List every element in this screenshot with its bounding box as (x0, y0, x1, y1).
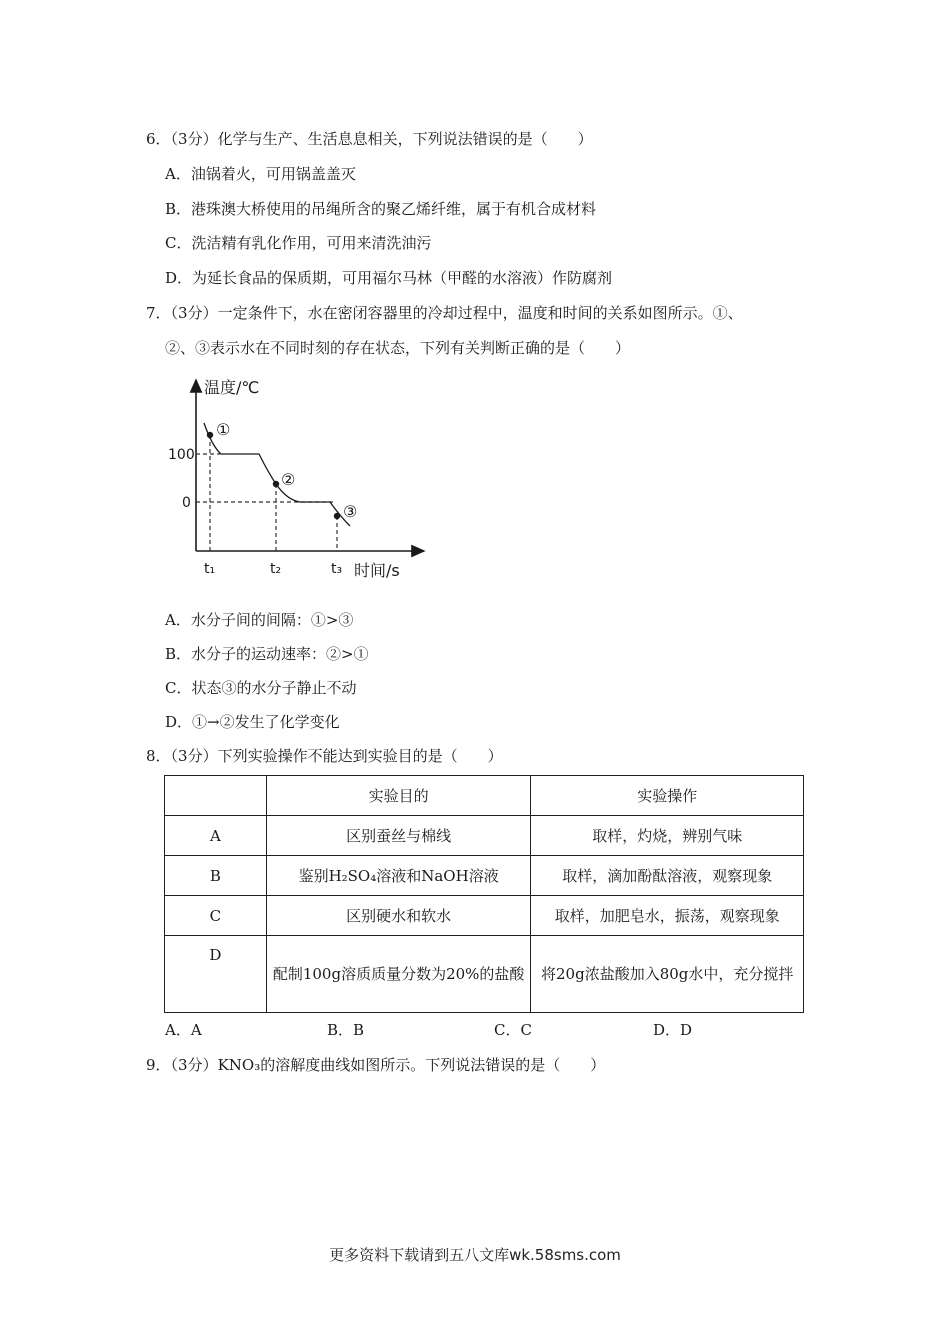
q8-answer-a: A．A (165, 1021, 202, 1039)
table-cell: 鉴别H₂SO₄溶液和NaOH溶液 (266, 856, 531, 896)
table-cell: D (165, 936, 267, 1013)
q8-answer-c: C．C (494, 1021, 532, 1039)
x-tick-t3: t₃ (331, 561, 343, 577)
x-tick-t2: t₂ (270, 561, 282, 577)
table-cell: 取样，灼烧，辨别气味 (531, 816, 804, 856)
table-cell: B (165, 856, 267, 896)
q8-answer-d: D．D (653, 1021, 693, 1039)
q8-stem: 8．（3分）下列实验操作不能达到实验目的是（ ） (146, 747, 503, 765)
table-row (165, 936, 804, 1013)
table-cell: 区别蚕丝与棉线 (266, 816, 531, 856)
table-row (165, 816, 804, 856)
table-cell: 将20g浓盐酸加入80g水中，充分搅拌 (531, 936, 804, 1013)
table-cell: A (165, 816, 267, 856)
q6-stem: 6．（3分）化学与生产、生活息息相关，下列说法错误的是（ ） (146, 130, 593, 148)
table-header-cell: 实验目的 (266, 776, 531, 816)
q7-option-b: B．水分子的运动速率：②>① (165, 645, 369, 663)
table-row (165, 856, 804, 896)
y-tick-100: 100 (168, 447, 195, 463)
table-row (165, 896, 804, 936)
q6-option-b: B．港珠澳大桥使用的吊绳所含的聚乙烯纤维，属于有机合成材料 (165, 200, 597, 218)
q7-option-a: A．水分子间的间隔：①>③ (165, 611, 354, 629)
point-3-label: ③ (343, 502, 358, 521)
x-axis-label: 时间/s (354, 561, 400, 580)
table-cell: 配制100g溶质质量分数为20%的盐酸 (266, 936, 531, 1013)
point-2-marker (273, 481, 279, 487)
experiment-table (164, 775, 804, 1013)
page-footer: 更多资料下载请到五八文库wk.58sms.com (329, 1246, 621, 1264)
q8-answer-options (165, 1019, 865, 1041)
table-header-cell: 实验操作 (531, 776, 804, 816)
y-axis-label: 温度/℃ (204, 378, 260, 397)
table-cell: C (165, 896, 267, 936)
point-1-marker (207, 432, 213, 438)
point-2-label: ② (281, 470, 296, 489)
q6-option-d: D．为延长食品的保质期，可用福尔马林（甲醛的水溶液）作防腐剂 (165, 269, 613, 287)
q9-stem: 9．（3分）KNO₃的溶解度曲线如图所示。下列说法错误的是（ ） (146, 1056, 606, 1074)
x-tick-t1: t₁ (204, 561, 216, 577)
q7-option-c: C．状态③的水分子静止不动 (165, 679, 357, 697)
q6-option-a: A．油锅着火，可用锅盖盖灭 (165, 165, 356, 183)
temperature-time-graph (160, 368, 440, 583)
point-1-label: ① (216, 420, 231, 439)
q7-option-d: D．①→②发生了化学变化 (165, 713, 340, 731)
table-header-cell (165, 776, 267, 816)
y-tick-0: 0 (182, 495, 191, 511)
q7-stem-line2: ②、③表示水在不同时刻的存在状态，下列有关判断正确的是（ ） (165, 339, 631, 357)
table-cell: 取样，加肥皂水，振荡，观察现象 (531, 896, 804, 936)
point-3-marker (334, 513, 340, 519)
q7-stem-line1: 7．（3分）一定条件下，水在密闭容器里的冷却过程中，温度和时间的关系如图所示。①、 (146, 304, 743, 322)
table-cell: 取样，滴加酚酞溶液，观察现象 (531, 856, 804, 896)
q6-option-c: C．洗洁精有乳化作用，可用来清洗油污 (165, 234, 432, 252)
table-header-row (165, 776, 804, 816)
q8-answer-b: B．B (327, 1021, 365, 1039)
table-cell: 区别硬水和软水 (266, 896, 531, 936)
